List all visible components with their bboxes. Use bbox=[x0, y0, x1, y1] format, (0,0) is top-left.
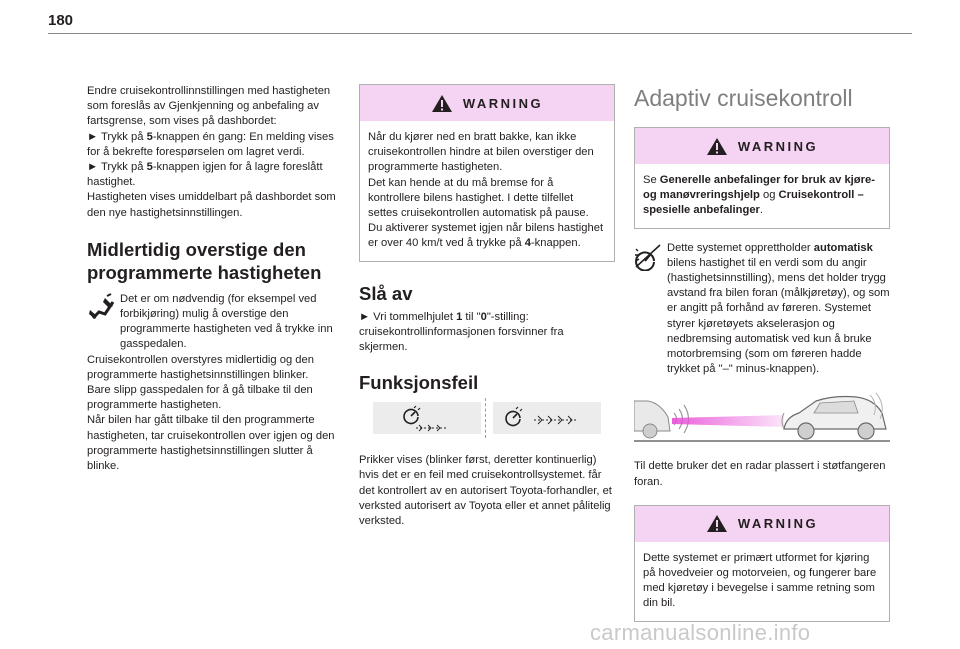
warning-triangle-icon bbox=[706, 137, 728, 156]
warning-title: WARNING bbox=[737, 516, 819, 532]
section-heading-exceed: Midlertidig overstige den programmerte hastigheten bbox=[87, 238, 322, 283]
warning-title: WARNING bbox=[462, 95, 544, 111]
fault-display-steady bbox=[493, 402, 601, 434]
page-number: 180 bbox=[48, 12, 74, 29]
acc-description: Dette systemet opprettholder automatisk bilens hastighet til en verdi som du angir (hastighetsinnstilling), mens det holder trygg avstand fra bilen foran (målkjøretøy), og som er angitt på forhånd av føreren. Systemet styrer kjøretøyets akselerasjon og nedbremsing automatisk ved kun å bruke motorbremsing (som om føreren hadde trykket på "–" minus-knappen). bbox=[634, 241, 890, 378]
off-instructions: ► Vri tommelhjulet 1 til "0"-stilling: cruisekontrollinformasjonen forsvinner fra skjermen. bbox=[359, 310, 564, 354]
warning-header bbox=[360, 85, 614, 121]
accelerator-pedal-icon bbox=[87, 292, 117, 322]
warning-body: Når du kjører ned en bratt bakke, kan ikke cruisekontrollen hindre at bilen overstiger den programmerte hastigheten. Det kan hende at du må bremse for å kontrollere bilens hastighet. I dette tilfellet settes cruisekontrollen automatisk på pause. Du aktiverer systemet igjen når bilens hastighet er over 40 km/t ved å trykke på 4-knappen. bbox=[368, 131, 604, 250]
warning-triangle-icon bbox=[431, 94, 453, 113]
cruise-gauge-icon bbox=[392, 404, 462, 432]
header-rule bbox=[48, 33, 912, 34]
column-right bbox=[634, 84, 890, 622]
illustration-divider bbox=[485, 398, 487, 438]
warning-title: WARNING bbox=[737, 138, 819, 154]
fault-display-blinking bbox=[373, 402, 481, 434]
warning-triangle-icon bbox=[706, 514, 728, 533]
intro-text: Endre cruisekontrollinnstillingen med hastigheten som foreslås av Gjenkjenning og anbefaling av fartsgrense, som vises på dashbordet: ► Trykk på 5-knappen én gang: En melding vises for å bekrefte forespørselen om lagret verdi. ► Trykk på 5-knappen igjen for å lagre foreslått hastighet. Hastigheten vises umiddelbart på dashbordet som den nye hastighetsinnstillingen. bbox=[87, 85, 336, 219]
warning-box-descent bbox=[359, 84, 615, 262]
warning-body: Se Generelle anbefalinger for bruk av kjøre- og manøvreringshjelp og Cruisekontroll – spesielle anbefalinger. bbox=[643, 174, 875, 217]
adaptive-cruise-icon bbox=[634, 241, 664, 271]
fault-text: Prikker vises (blinker først, deretter kontinuerlig) hvis det er en feil med cruisekontrollsystemet. får det kontrollert av en autorisert Toyota-forhandler, et verksted autorisert av Toyota eller et annet pålitelig verksted. bbox=[359, 454, 612, 528]
radar-car-illustration bbox=[634, 391, 890, 449]
column-middle bbox=[359, 84, 615, 529]
warning-body: Dette systemet er primært utformet for kjøring på hovedveier og motorveien, og fungerer bare med kjøretøy i bevegelse i samme retning som din bil. bbox=[643, 551, 877, 610]
watermark: carmanualsonline.info bbox=[590, 620, 811, 645]
column-left: Endre cruisekontrollinnstillingen med hastigheten som foreslås av Gjenkjenning og anbefaling av fartsgrense, som vises på dashbordet: ► Trykk på 5-knappen én gang: En melding vises for å bekrefte forespørselen om lagret verdi. ► Trykk på 5-knappen igjen for å lagre foreslått hastighet. Hastigheten vises umiddelbart på dashbordet som den nye hastighetsinnstillingen. Midlertidig overstige den programmerte hastigheten Det er om nødvendig (for eksempel ved forbikjøring) mulig å overstige den programmerte hastigheten ved å trykke inn gasspedalen. Cruisekontrollen overstyres midlertidig og den programmerte hastighetsinnstillingen blinker. Bare slipp gasspedalen for å gå tilbake til den programmerte hastigheten. Når bilen har gått tilbake til den programmerte hastigheten, tar cruisekontrollen over igjen og den programmerte hastighetsinnstillingen slutter å blinke. bbox=[87, 84, 345, 474]
section-heading-off: Slå av bbox=[359, 282, 413, 304]
step-1: ► Trykk på 5-knappen én gang: En melding vises for å bekrefte forespørselen om lagret verdi. bbox=[87, 130, 334, 158]
section-heading-fault: Funksjonsfeil bbox=[359, 372, 479, 394]
warning-header bbox=[635, 128, 889, 164]
warning-box-usage bbox=[634, 505, 890, 622]
radar-text: Til dette bruker det en radar plassert i støtfangeren foran. bbox=[634, 460, 886, 488]
warning-box-recommendations bbox=[634, 127, 890, 229]
cruise-gauge-icon bbox=[502, 404, 592, 432]
exceed-info: Det er om nødvendig (for eksempel ved forbikjøring) mulig å overstige den programmerte hastigheten ved å trykke inn gasspedalen. bbox=[87, 292, 345, 353]
warning-header bbox=[635, 506, 889, 542]
step-2: ► Trykk på 5-knappen igjen for å lagre foreslått hastighet. bbox=[87, 161, 323, 189]
page-title: Adaptiv cruisekontroll bbox=[634, 85, 853, 111]
fault-illustrations bbox=[359, 402, 615, 452]
